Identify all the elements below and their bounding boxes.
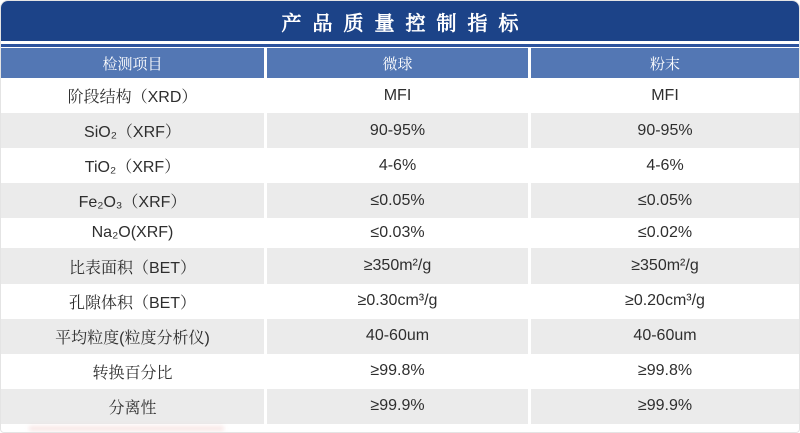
table-row	[1, 78, 799, 113]
item-cell: 平均粒度(粒度分析仪)	[1, 319, 267, 354]
powder-value-cell: MFI	[651, 86, 679, 104]
item-cell: Fe₂O₃（XRF）	[1, 183, 267, 218]
powder-value-cell: 4-6%	[646, 156, 684, 174]
table-title: 产品质量控制指标	[1, 1, 799, 41]
faint-watermark-remnant	[29, 426, 224, 431]
powder-value-cell: ≥99.9%	[637, 397, 693, 415]
column-header-microsphere: 微球	[267, 48, 531, 78]
item-cell: 阶段结构（XRD）	[1, 78, 267, 113]
table-row	[1, 248, 799, 283]
table-row	[1, 284, 799, 319]
powder-value-cell: 90-95%	[637, 121, 693, 139]
microsphere-value-cell: ≤0.03%	[267, 218, 531, 248]
column-header-powder: 粉末	[649, 55, 680, 73]
item-cell: TiO₂（XRF）	[1, 148, 267, 183]
powder-value-cell: ≥99.8%	[637, 362, 693, 380]
item-cell: SiO₂（XRF）	[1, 113, 267, 148]
microsphere-value-cell: MFI	[267, 78, 531, 113]
powder-value-cell: ≤0.02%	[637, 224, 693, 242]
table-row	[1, 319, 799, 354]
column-header-test-item: 检测项目	[1, 48, 267, 78]
powder-value-cell: ≥0.20cm³/g	[625, 292, 705, 310]
microsphere-value-cell: ≥99.8%	[267, 354, 531, 389]
microsphere-value-cell: 4-6%	[267, 148, 531, 183]
item-cell: Na₂O(XRF)	[1, 218, 267, 248]
table-header-row	[1, 48, 799, 78]
microsphere-value-cell: ≥99.9%	[267, 389, 531, 424]
table-row	[1, 113, 799, 148]
table-row	[1, 389, 799, 424]
table-row	[1, 183, 799, 218]
item-cell: 孔隙体积（BET）	[1, 284, 267, 319]
table-body	[1, 78, 799, 424]
powder-value-cell: ≤0.05%	[637, 191, 693, 209]
microsphere-value-cell: ≥0.30cm³/g	[267, 284, 531, 319]
microsphere-value-cell: 40-60um	[267, 319, 531, 354]
item-cell: 分离性	[1, 389, 267, 424]
microsphere-value-cell: ≤0.05%	[267, 183, 531, 218]
item-cell: 转换百分比	[1, 354, 267, 389]
table-row	[1, 218, 799, 248]
table-row	[1, 354, 799, 389]
table-row	[1, 148, 799, 183]
powder-value-cell: 40-60um	[633, 327, 697, 345]
microsphere-value-cell: 90-95%	[267, 113, 531, 148]
microsphere-value-cell: ≥350m²/g	[267, 248, 531, 283]
item-cell: 比表面积（BET）	[1, 248, 267, 283]
powder-value-cell: ≥350m²/g	[631, 257, 699, 275]
bottom-margin	[1, 424, 799, 432]
